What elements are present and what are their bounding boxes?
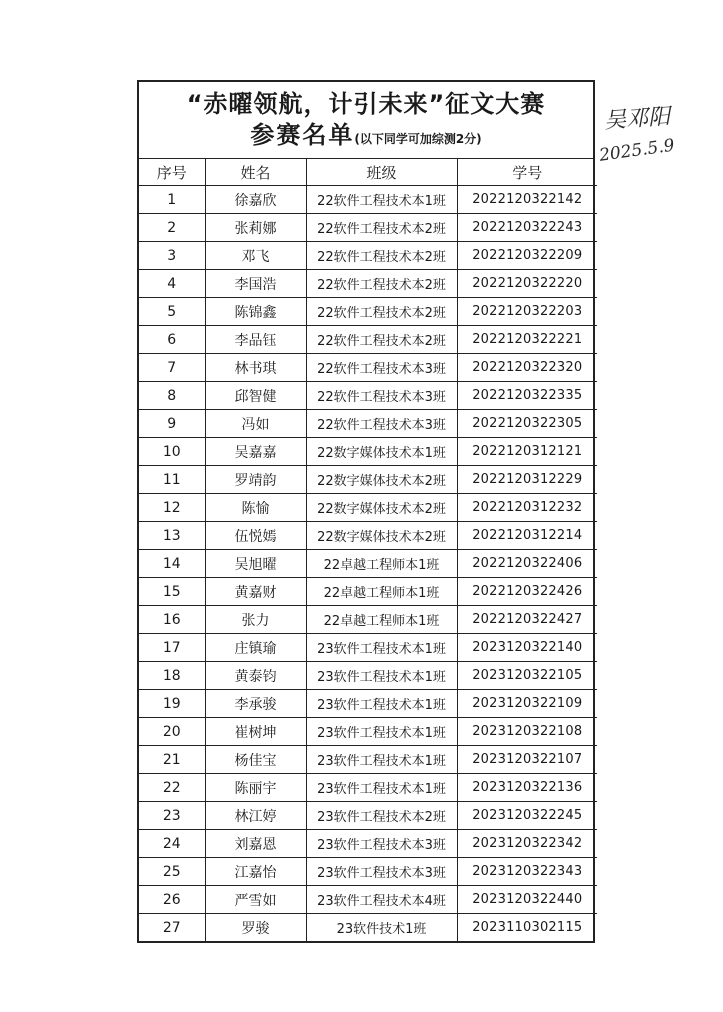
class-name: 22软件工程技术本3班: [306, 382, 457, 410]
row-number: 26: [139, 886, 205, 914]
class-name: 22数字媒体技术本1班: [306, 438, 457, 466]
student-name: 庄镇瑜: [205, 634, 306, 662]
student-id: 2023120322109: [457, 690, 597, 718]
student-id: 2023120322136: [457, 774, 597, 802]
class-name: 22数字媒体技术本2班: [306, 466, 457, 494]
student-name: 邓飞: [205, 242, 306, 270]
row-number: 9: [139, 410, 205, 438]
row-number: 5: [139, 298, 205, 326]
class-name: 23软件工程技术本4班: [306, 886, 457, 914]
student-id: 2023120322343: [457, 858, 597, 886]
student-name: 林江婷: [205, 802, 306, 830]
class-name: 22数字媒体技术本2班: [306, 494, 457, 522]
header-class: 班级: [306, 159, 457, 186]
student-id: 2023120322107: [457, 746, 597, 774]
student-name: 罗靖韵: [205, 466, 306, 494]
student-name: 李品钰: [205, 326, 306, 354]
table-row: [139, 634, 597, 662]
subtitle-main: 参赛名单: [250, 121, 355, 149]
student-name: 黄泰钧: [205, 662, 306, 690]
student-id: 2022120322320: [457, 354, 597, 382]
student-id: 2022120322203: [457, 298, 597, 326]
row-number: 20: [139, 718, 205, 746]
student-name: 林书琪: [205, 354, 306, 382]
table-row: [139, 186, 597, 214]
student-name: 吴旭曜: [205, 550, 306, 578]
row-number: 1: [139, 186, 205, 214]
class-name: 23软件工程技术本3班: [306, 830, 457, 858]
table-row: [139, 858, 597, 886]
student-id: 2022120322142: [457, 186, 597, 214]
class-name: 23软件工程技术本2班: [306, 802, 457, 830]
row-number: 21: [139, 746, 205, 774]
row-number: 27: [139, 914, 205, 942]
student-id: 2022120322220: [457, 270, 597, 298]
title-block: [139, 82, 593, 159]
class-name: 22卓越工程师本1班: [306, 606, 457, 634]
row-number: 17: [139, 634, 205, 662]
table-row: [139, 718, 597, 746]
table-row: [139, 662, 597, 690]
student-name: 徐嘉欣: [205, 186, 306, 214]
student-name: 严雪如: [205, 886, 306, 914]
class-name: 22卓越工程师本1班: [306, 550, 457, 578]
table-row: [139, 690, 597, 718]
row-number: 13: [139, 522, 205, 550]
table-row: [139, 354, 597, 382]
handwritten-date: 2025.5.9: [598, 135, 676, 166]
table-row: [139, 242, 597, 270]
table-row: [139, 914, 597, 942]
student-name: 黄嘉财: [205, 578, 306, 606]
table-row: [139, 270, 597, 298]
row-number: 8: [139, 382, 205, 410]
class-name: 22软件工程技术本3班: [306, 354, 457, 382]
row-number: 24: [139, 830, 205, 858]
participant-table: [139, 159, 597, 941]
table-row: [139, 382, 597, 410]
student-name: 张莉娜: [205, 214, 306, 242]
table-row: [139, 886, 597, 914]
row-number: 3: [139, 242, 205, 270]
class-name: 23软件技术1班: [306, 914, 457, 942]
student-id: 2023120322342: [457, 830, 597, 858]
student-id: 2023110302115: [457, 914, 597, 942]
row-number: 16: [139, 606, 205, 634]
student-name: 李承骏: [205, 690, 306, 718]
handwritten-signature: 吴邓阳: [603, 104, 671, 134]
row-number: 22: [139, 774, 205, 802]
student-id: 2022120312232: [457, 494, 597, 522]
row-number: 2: [139, 214, 205, 242]
student-id: 2023120322440: [457, 886, 597, 914]
table-row: [139, 522, 597, 550]
student-name: 陈愉: [205, 494, 306, 522]
row-number: 7: [139, 354, 205, 382]
header-student-id: 学号: [457, 159, 597, 186]
table-row: [139, 410, 597, 438]
class-name: 23软件工程技术本1班: [306, 690, 457, 718]
table-row: [139, 550, 597, 578]
row-number: 19: [139, 690, 205, 718]
student-id: 2022120322243: [457, 214, 597, 242]
row-number: 15: [139, 578, 205, 606]
row-number: 14: [139, 550, 205, 578]
student-id: 2022120312229: [457, 466, 597, 494]
row-number: 18: [139, 662, 205, 690]
row-number: 4: [139, 270, 205, 298]
student-id: 2023120322140: [457, 634, 597, 662]
student-id: 2022120322427: [457, 606, 597, 634]
table-row: [139, 830, 597, 858]
class-name: 22数字媒体技术本2班: [306, 522, 457, 550]
table-row: [139, 214, 597, 242]
table-row: [139, 494, 597, 522]
class-name: 22软件工程技术本2班: [306, 242, 457, 270]
row-number: 11: [139, 466, 205, 494]
student-name: 邱智健: [205, 382, 306, 410]
class-name: 22软件工程技术本2班: [306, 326, 457, 354]
class-name: 23软件工程技术本1班: [306, 746, 457, 774]
row-number: 23: [139, 802, 205, 830]
student-name: 杨佳宝: [205, 746, 306, 774]
class-name: 23软件工程技术本1班: [306, 662, 457, 690]
student-name: 陈锦鑫: [205, 298, 306, 326]
class-name: 23软件工程技术本1班: [306, 774, 457, 802]
student-name: 陈丽宇: [205, 774, 306, 802]
participant-list-sheet: [137, 80, 595, 943]
table-row: [139, 298, 597, 326]
table-row: [139, 774, 597, 802]
class-name: 23软件工程技术本3班: [306, 858, 457, 886]
class-name: 22软件工程技术本2班: [306, 298, 457, 326]
class-name: 22软件工程技术本1班: [306, 186, 457, 214]
student-id: 2022120322335: [457, 382, 597, 410]
student-name: 崔树坤: [205, 718, 306, 746]
row-number: 25: [139, 858, 205, 886]
student-id: 2022120322305: [457, 410, 597, 438]
class-name: 23软件工程技术本1班: [306, 718, 457, 746]
student-name: 张力: [205, 606, 306, 634]
student-name: 罗骏: [205, 914, 306, 942]
student-name: 刘嘉恩: [205, 830, 306, 858]
table-row: [139, 802, 597, 830]
student-id: 2022120322209: [457, 242, 597, 270]
class-name: 22软件工程技术本2班: [306, 270, 457, 298]
student-id: 2022120312214: [457, 522, 597, 550]
row-number: 12: [139, 494, 205, 522]
table-row: [139, 466, 597, 494]
document-subtitle: [139, 120, 593, 154]
student-name: 冯如: [205, 410, 306, 438]
student-id: 2023120322105: [457, 662, 597, 690]
table-row: [139, 326, 597, 354]
header-name: 姓名: [205, 159, 306, 186]
student-name: 伍悦嫣: [205, 522, 306, 550]
class-name: 22卓越工程师本1班: [306, 578, 457, 606]
student-id: 2022120322406: [457, 550, 597, 578]
student-id: 2022120322221: [457, 326, 597, 354]
student-id: 2022120312121: [457, 438, 597, 466]
row-number: 10: [139, 438, 205, 466]
student-name: 吴嘉嘉: [205, 438, 306, 466]
header-no: 序号: [139, 159, 205, 186]
student-id: 2022120322426: [457, 578, 597, 606]
student-name: 江嘉怡: [205, 858, 306, 886]
document-title: “赤曜领航，计引未来”征文大赛: [186, 90, 546, 118]
table-header-row: [139, 159, 597, 186]
student-id: 2023120322108: [457, 718, 597, 746]
student-id: 2023120322245: [457, 802, 597, 830]
subtitle-note: (以下同学可加综测2分): [354, 132, 482, 146]
class-name: 22软件工程技术本2班: [306, 214, 457, 242]
table-row: [139, 578, 597, 606]
student-name: 李国浩: [205, 270, 306, 298]
table-row: [139, 746, 597, 774]
class-name: 23软件工程技术本1班: [306, 634, 457, 662]
row-number: 6: [139, 326, 205, 354]
class-name: 22软件工程技术本3班: [306, 410, 457, 438]
table-row: [139, 438, 597, 466]
table-row: [139, 606, 597, 634]
table-body: [139, 186, 597, 942]
